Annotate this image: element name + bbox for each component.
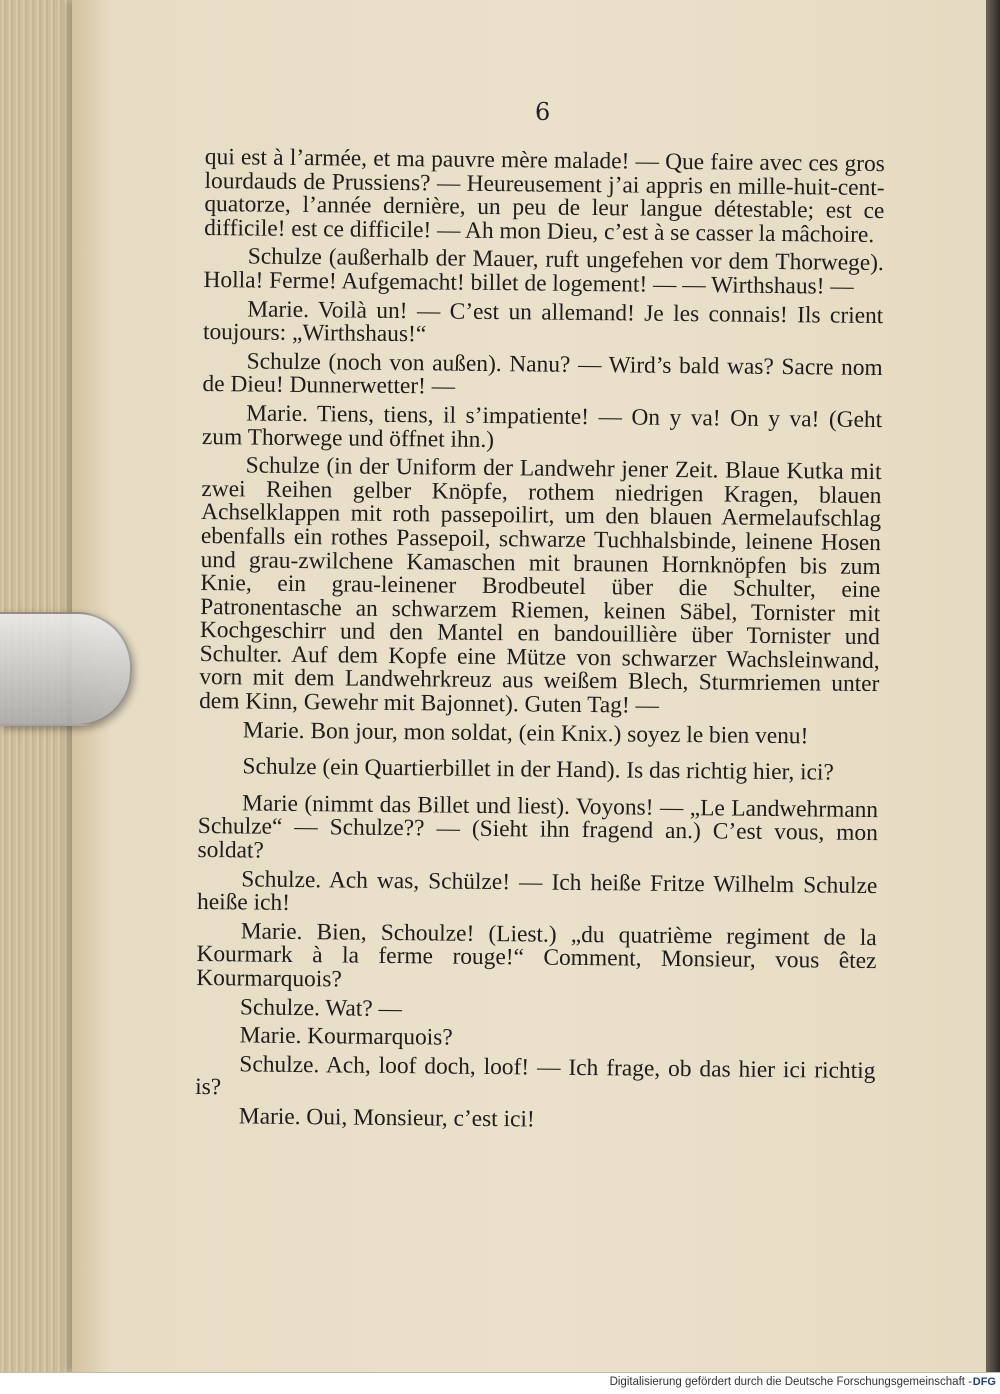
text-paragraph: qui est à l’armée, et ma pauvre mère malade! — Que faire avec ces gros lourdauds de Prussiens? — Heureusement j’ai appris en mille-huit-cent-quatorze, l’année dernière, un peu de leur langue détestable; est ce difficile! est ce difficile! — Ah mon Dieu, c’est à se casser la mâchoire. <box>204 144 885 248</box>
page-number: 6 <box>535 98 551 126</box>
text-paragraph: Marie. Voilà un! — C’est un allemand! Je les connais! Ils crient toujours: „Wirthshaus!“ <box>202 296 884 348</box>
text-paragraph: Schulze. Ach, loof doch, loof! — Ich frage, ob das hier ici richtig is? <box>195 1051 876 1101</box>
text-paragraph: Schulze (außerhalb der Mauer, ruft ungefehen vor dem Thorwege). Holla! Ferme! Aufgemacht! billet de logement! — — Wirthshaus! — <box>203 243 884 300</box>
digitization-footer <box>0 1372 1000 1394</box>
dfg-logo: DFG <box>972 1376 996 1388</box>
text-paragraph: Schulze. Ach was, Schülze! — Ich heiße Fritze Wilhelm Schulze heiße ich! <box>196 866 878 917</box>
text-paragraph: Schulze (noch von außen). Nanu? — Wird’s bald was? Sacre nom de Dieu! Dunnerwetter! — <box>202 348 883 400</box>
text-paragraph: Marie. Kourmarquois? <box>239 1022 453 1051</box>
text-paragraph: Marie. Oui, Monsieur, c’est ici! <box>238 1103 535 1133</box>
page-gutter-shadow <box>986 0 1000 1372</box>
text-paragraph: Marie. Bon jour, mon soldat, (ein Knix.) soyez le bien venu! <box>242 717 809 750</box>
text-paragraph: Schulze (ein Quartierbillet in der Hand). Is das richtig hier, ici? <box>242 753 835 786</box>
page-text <box>195 146 885 1141</box>
funding-credit: Digitalisierung gefördert durch die Deutsche Forschungsgemeinschaft - <box>609 1376 972 1388</box>
text-paragraph: Schulze (in der Uniform der Landwehr jener Zeit. Blaue Kutka mit zwei Reihen gelber Knöpfe, rothem niedrigen Kragen, blauen Achselklappen mit roth passepoilirt, um den blauen Aermelaufschlag ebenfalls ein rothes Passepoil, schwarze Tuchhalsbinde, leinene Hosen und grau-zwilchene Kamaschen mit braunen Hornknöpfen bis zum Knie, ein grau-leinener Brodbeutel über die Schulter, eine Patronentasche an schwarzem Riemen, keinen Säbel, Tornister mit Kochgeschirr und den Mantel en bandouillière über Tornister und Schulter. Auf dem Kopfe eine Mütze von schwarzer Wachsleinwand, vorn mit dem Landwehrkreuz aus weißem Blech, Sturmriemen unter dem Kinn, Gewehr mit Bajonnet). Guten Tag! — <box>199 452 882 719</box>
text-paragraph: Marie. Bien, Schoulze! (Liest.) „du quatrième regiment de la Kourmark à la ferme rouge!“ Comment, Monsieur, vous êtez Kourmarquois? <box>196 918 877 993</box>
text-paragraph: Schulze. Wat? — <box>239 994 403 1022</box>
text-paragraph: Marie (nimmt das Billet und liest). Voyons! — „Le Landwehrmann Schulze“ — Schulze?? — (Sieht ihn fragend an.) C’est vous, mon soldat? <box>197 790 879 864</box>
text-paragraph: Marie. Tiens, tiens, il s’impatiente! — On y va! On y va! (Geht zum Thorwege und öffnet ihn.) <box>201 400 883 453</box>
page-clip-holder <box>0 612 132 726</box>
